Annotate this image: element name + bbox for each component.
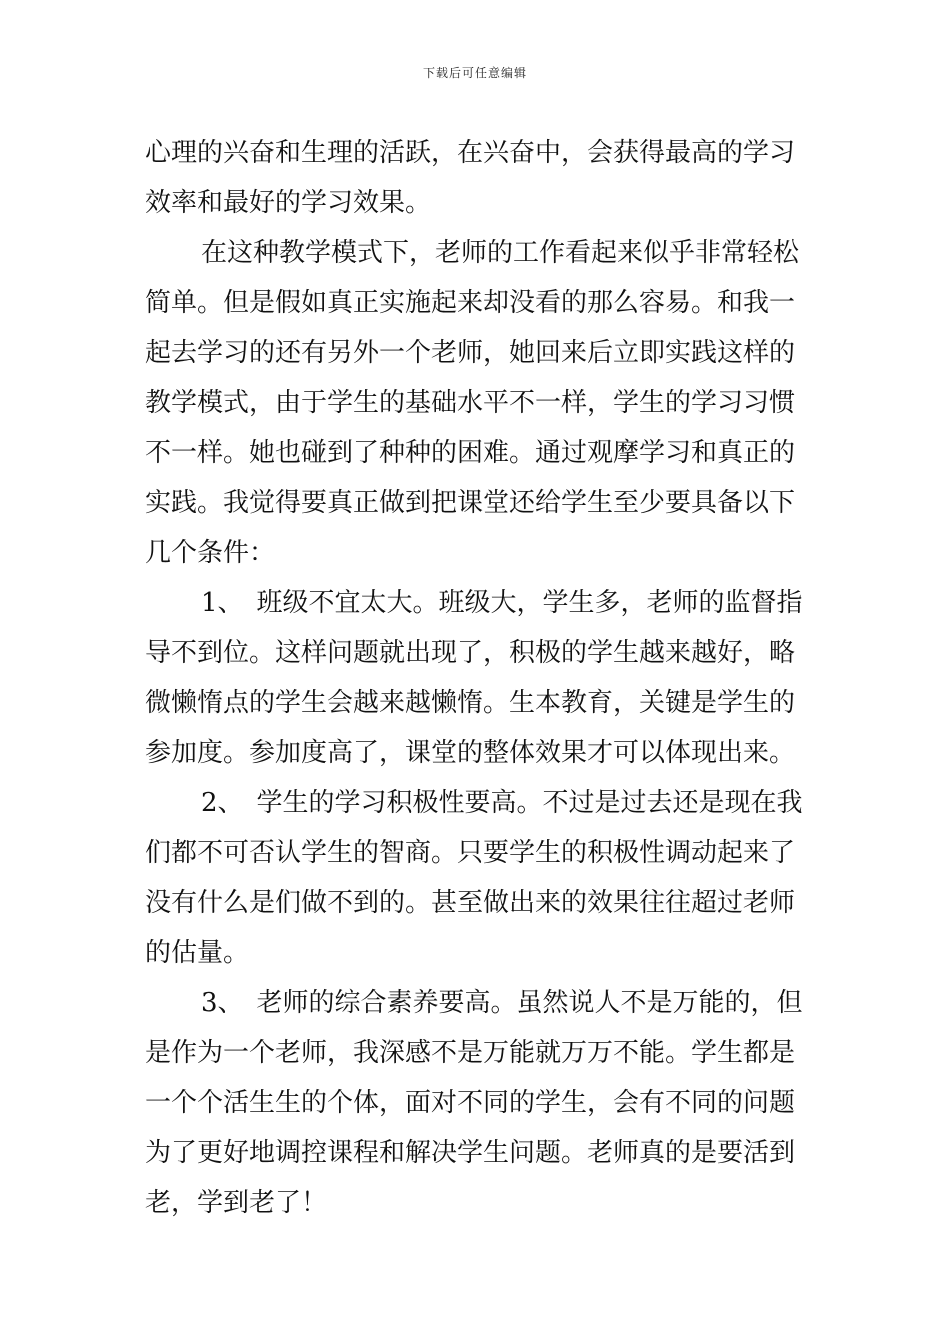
text-line: 不一样。她也碰到了种种的困难。通过观摩学习和真正的 bbox=[145, 438, 796, 468]
text-line: 导不到位。这样问题就出现了，积极的学生越来越好，略 bbox=[145, 638, 796, 668]
list-item-3: 3、 老师的综合素养要高。虽然说人不是万能的，但 bbox=[201, 988, 803, 1018]
text-line: 参加度。参加度高了，课堂的整体效果才可以体现出来。 bbox=[145, 738, 796, 768]
document-body bbox=[145, 128, 807, 1228]
text-line: 微懒惰点的学生会越来越懒惰。生本教育，关键是学生的 bbox=[145, 688, 796, 718]
page-header: 下载后可任意编辑 bbox=[422, 66, 527, 80]
list-item-1: 1、 班级不宜太大。班级大，学生多，老师的监督指 bbox=[201, 588, 803, 618]
text-line: 为了更好地调控课程和解决学生问题。老师真的是要活到 bbox=[145, 1138, 796, 1168]
text-line: 教学模式，由于学生的基础水平不一样，学生的学习习惯 bbox=[145, 388, 796, 418]
text-line: 是作为一个老师，我深感不是万能就万万不能。学生都是 bbox=[145, 1038, 796, 1068]
text-line: 心理的兴奋和生理的活跃，在兴奋中，会获得最高的学习 bbox=[145, 138, 796, 168]
text-line: 们都不可否认学生的智商。只要学生的积极性调动起来了 bbox=[145, 838, 796, 868]
text-line: 在这种教学模式下，老师的工作看起来似乎非常轻松 bbox=[201, 238, 800, 268]
text-line: 老，学到老了！ bbox=[145, 1188, 328, 1218]
text-line: 实践。我觉得要真正做到把课堂还给学生至少要具备以下 bbox=[145, 488, 796, 518]
text-line: 几个条件： bbox=[145, 538, 276, 568]
text-line: 没有什么是们做不到的。甚至做出来的效果往往超过老师 bbox=[145, 888, 796, 918]
text-line: 的估量。 bbox=[145, 938, 250, 968]
text-line: 简单。但是假如真正实施起来却没看的那么容易。和我一 bbox=[145, 288, 796, 318]
text-line: 起去学习的还有另外一个老师，她回来后立即实践这样的 bbox=[145, 338, 796, 368]
text-line: 效率和最好的学习效果。 bbox=[145, 188, 432, 218]
list-item-2: 2、 学生的学习积极性要高。不过是过去还是现在我 bbox=[201, 788, 803, 818]
text-line: 一个个活生生的个体，面对不同的学生，会有不同的问题 bbox=[145, 1088, 796, 1118]
